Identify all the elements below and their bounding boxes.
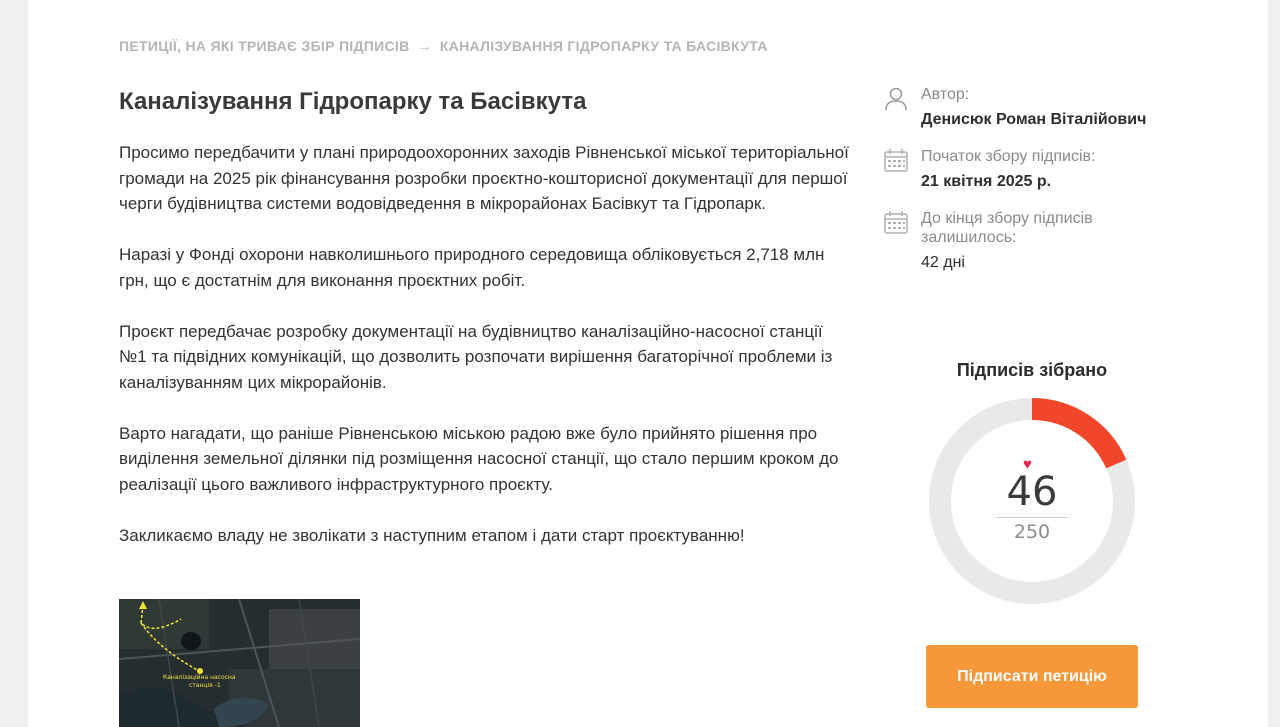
signature-progress-ring	[926, 395, 1138, 607]
map-caption: станція -1	[189, 682, 221, 689]
signatures-goal: 250	[1013, 521, 1051, 543]
author-info	[883, 85, 1183, 129]
start-date-label: Початок збору підписів:	[921, 148, 1096, 165]
remaining-info	[883, 209, 1183, 272]
author-name: Денисюк Роман Віталійович	[921, 111, 1147, 128]
sign-petition-button[interactable]: Підписати петицію	[926, 645, 1138, 708]
breadcrumb	[119, 38, 768, 54]
calendar-icon	[883, 209, 909, 235]
breadcrumb-link-petitions[interactable]: ПЕТИЦІЇ, НА ЯКІ ТРИВАЄ ЗБІР ПІДПИСІВ	[119, 38, 410, 54]
calendar-icon	[883, 147, 909, 173]
heart-icon: ♥	[1023, 456, 1032, 473]
petition-paragraph: Проєкт передбачає розробку документації на будівництво каналізаційно-насосної станції №1 та підвідних комунікацій, що дозволить розпочати вирішення багаторічної проблеми із каналізуванням цих мікрорайонів.	[119, 321, 833, 392]
remaining-label: До кінця збору підписів залишилось:	[921, 210, 1093, 246]
remaining-value: 42 дні	[921, 254, 965, 271]
petition-text	[119, 140, 854, 574]
start-date-value: 21 квітня 2025 р.	[921, 173, 1052, 190]
signatures-title: Підписів зібрано	[956, 360, 1108, 380]
map-image[interactable]	[119, 599, 360, 727]
start-date-info	[883, 147, 1183, 191]
petition-paragraph: Наразі у Фонді охорони навколишнього природного середовища обліковується 2,718 млн грн, що є достатнім для виконання проєктних робіт.	[119, 245, 825, 290]
map-caption: Каналізаційна насосна	[163, 674, 236, 681]
petition-paragraph: Просимо передбачити у плані природоохоронних заходів Рівненської міської територіальної громади на 2025 рік фінансування розробки проєктно-кошторисної документації для першої черги будівництва системи водовідведення в мікрорайонах Басівкут та Гідропарк.	[119, 143, 849, 213]
breadcrumb-current: КАНАЛІЗУВАННЯ ГІДРОПАРКУ ТА БАСІВКУТА	[439, 38, 768, 54]
page-title: Каналізування Гідропарку та Басівкута	[119, 88, 587, 115]
count-divider	[996, 517, 1068, 518]
petition-paragraph: Варто нагадати, що раніше Рівненською міською радою вже було прийнято рішення про виділення земельної ділянки під розміщення насосної станції, що стало першим кроком до реалізації цього важливого інфраструктурного проєкту.	[119, 423, 839, 494]
signatures-collected: 46	[1006, 469, 1058, 515]
user-icon	[883, 85, 909, 111]
author-label: Автор:	[921, 86, 970, 103]
signature-counter	[926, 360, 1138, 607]
signature-count-center	[926, 395, 1138, 607]
page	[28, 0, 1268, 727]
petition-paragraph: Закликаємо владу не зволікати з наступним етапом і дати старт проєктуванню!	[119, 525, 745, 545]
map-satellite-image	[119, 599, 360, 727]
petition-meta	[883, 85, 1183, 290]
breadcrumb-separator: →	[417, 38, 432, 54]
